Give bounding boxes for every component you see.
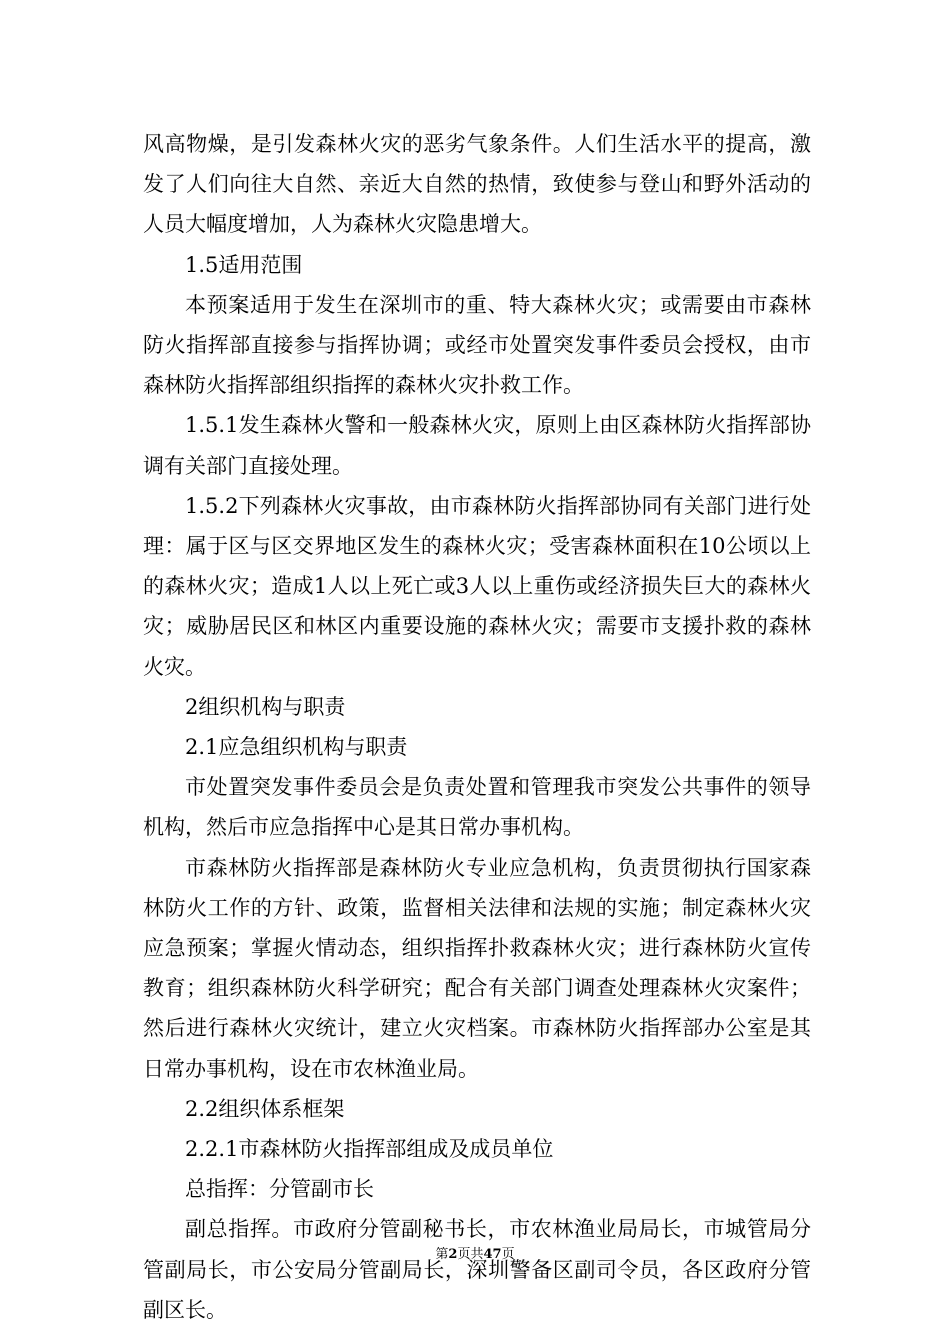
total-pages-number: 47: [483, 1247, 502, 1262]
paragraph: 2.2组织体系框架: [185, 1096, 345, 1121]
document-body: [143, 124, 811, 1330]
page-footer: [0, 1246, 950, 1264]
paragraph: 副总指挥。市政府分管副秘书长，市农林渔业局局长，市城管局分管副局长，市公安局分管副局长，深圳警备区副司令员，各区政府分管副区长。: [143, 1217, 811, 1322]
paragraph: 风高物燥，是引发森林火灾的恶劣气象条件。人们生活水平的提高，激发了人们向往大自然、亲近大自然的热情，致使参与登山和野外活动的人员大幅度增加，人为森林火灾隐患增大。: [143, 132, 811, 237]
paragraph: 2.1应急组织机构与职责: [185, 735, 408, 760]
footer-middle: 页共: [457, 1247, 484, 1262]
paragraph: 本预案适用于发生在深圳市的重、特大森林火灾；或需要由市森林防火指挥部直接参与指挥协调；或经市处置突发事件委员会授权，由市森林防火指挥部组织指挥的森林火灾扑救工作。: [143, 292, 811, 398]
current-page-number: 2: [448, 1247, 458, 1262]
paragraph: 总指挥：分管副市长: [185, 1177, 374, 1202]
paragraph: 2.2.1市森林防火指挥部组成及成员单位: [185, 1137, 554, 1162]
paragraph: 2组织机构与职责: [185, 694, 346, 719]
footer-suffix: 页: [501, 1247, 515, 1262]
paragraph: 市处置突发事件委员会是负责处置和管理我市突发公共事件的领导机构，然后市应急指挥中心是其日常办事机构。: [143, 775, 811, 840]
footer-prefix: 第: [435, 1247, 449, 1262]
paragraph: 1.5.1发生森林火警和一般森林火灾，原则上由区森林防火指挥部协调有关部门直接处理。: [143, 413, 811, 478]
paragraph: 1.5.2下列森林火灾事故，由市森林防火指挥部协同有关部门进行处理：属于区与区交界地区发生的森林火灾；受害森林面积在10公顷以上的森林火灾；造成1人以上死亡或3人以上重伤或经济损失巨大的森林火灾；威胁居民区和林区内重要设施的森林火灾；需要市支援扑救的森林火灾。: [143, 493, 811, 679]
paragraph: 1.5适用范围: [185, 252, 303, 277]
paragraph: 市森林防火指挥部是森林防火专业应急机构，负责贯彻执行国家森林防火工作的方针、政策，监督相关法律和法规的实施；制定森林火灾应急预案；掌握火情动态，组织指挥扑救森林火灾；进行森林防火宣传教育；组织森林防火科学研究；配合有关部门调查处理森林火灾案件；然后进行森林火灾统计，建立火灾档案。市森林防火指挥部办公室是其日常办事机构，设在市农林渔业局。: [143, 855, 811, 1081]
